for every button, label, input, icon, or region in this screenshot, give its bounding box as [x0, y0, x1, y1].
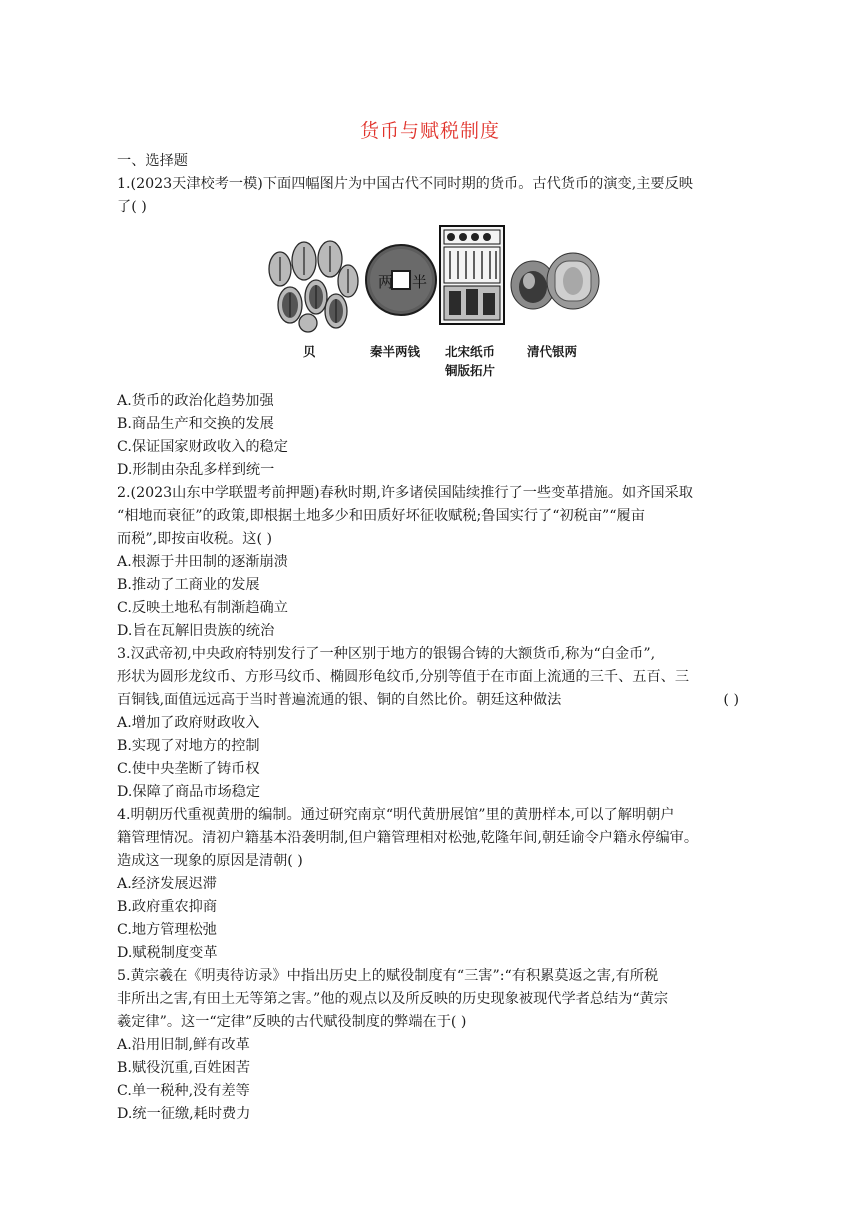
silver-ingot-image	[509, 247, 601, 315]
option-b: B.实现了对地方的控制	[117, 738, 260, 754]
question-stem-line: 形状为圆形龙纹币、方形马纹币、椭圆形龟纹币,分别等值于在市面上流通的三千、五百、三	[117, 669, 690, 685]
option-d: D.赋税制度变革	[117, 945, 218, 961]
figure-caption: 清代银两	[527, 344, 578, 359]
option-d: D.统一征缴,耗时费力	[117, 1106, 251, 1122]
ban-liang-coin-image	[364, 243, 438, 317]
option-a: A.根源于井田制的逐渐崩溃	[117, 554, 288, 570]
option-a: A.经济发展迟滞	[117, 876, 217, 892]
option-a: A.沿用旧制,鲜有改革	[117, 1037, 250, 1053]
question-stem-line: 而税”,即按亩收税。这( )	[117, 531, 273, 547]
option-c: C.反映土地私有制渐趋确立	[117, 600, 288, 616]
option-c: C.单一税种,没有差等	[117, 1083, 250, 1099]
question-content	[117, 150, 747, 1126]
option-d: D.旨在瓦解旧贵族的统治	[117, 623, 275, 639]
question-2	[117, 482, 747, 643]
figure-caption: 北宋纸币	[445, 344, 496, 359]
question-stem-line: 羲定律”。这一“定律”反映的古代赋役制度的弊端在于( )	[117, 1014, 467, 1030]
section-heading: 一、选择题	[117, 153, 188, 169]
currency-figure	[117, 223, 747, 388]
question-stem-line: 4.明朝历代重视黄册的编制。通过研究南京“明代黄册展馆”里的黄册样本,可以了解明朝户	[117, 807, 675, 823]
option-b: B.推动了工商业的发展	[117, 577, 260, 593]
cowrie-shells-image	[264, 237, 360, 333]
question-stem-line: 籍管理情况。清初户籍基本沿袭明制,但户籍管理相对松弛,乾隆年间,朝廷谕令户籍永停编审。	[117, 830, 699, 846]
coin-character: 两	[378, 273, 394, 291]
option-d: D.形制由杂乱多样到统一	[117, 462, 275, 478]
question-stem-line: 了( )	[117, 199, 147, 215]
answer-blank: ( )	[723, 692, 739, 708]
question-stem-line: 1.(2023天津校考一模)下面四幅图片为中国古代不同时期的货币。古代货币的演变,主要反映	[117, 176, 693, 192]
option-b: B.政府重农抑商	[117, 899, 218, 915]
question-stem-line: 2.(2023山东中学联盟考前押题)春秋时期,许多诸侯国陆续推行了一些变革措施。如齐国采取	[117, 485, 693, 501]
figure-caption: 铜版拓片	[445, 363, 496, 378]
paper-money-rubbing-image	[439, 225, 505, 325]
question-1	[117, 173, 747, 482]
figure-caption: 秦半两钱	[370, 344, 421, 359]
question-stem-line: 3.汉武帝初,中央政府特别发行了一种区别于地方的银锡合铸的大额货币,称为“白金币”,	[117, 646, 656, 662]
option-c: C.地方管理松弛	[117, 922, 217, 938]
option-c: C.使中央垄断了铸币权	[117, 761, 260, 777]
document-title: 货币与赋税制度	[359, 120, 500, 142]
question-stem-line: “相地而衰征”的政策,即根据土地多少和田质好坏征收赋税;鲁国实行了“初税亩”“履亩	[117, 508, 645, 524]
question-stem-line: 造成这一现象的原因是清朝( )	[117, 853, 303, 869]
option-b: B.赋役沉重,百姓困苦	[117, 1060, 250, 1076]
option-c: C.保证国家财政收入的稳定	[117, 439, 288, 455]
question-stem-text: 百铜钱,面值远远高于当时普遍流通的银、铜的自然比价。朝廷这种做法	[117, 692, 562, 708]
question-5	[117, 965, 747, 1126]
option-a: A.增加了政府财政收入	[117, 715, 260, 731]
question-stem-line: 非所出之害,有田土无等第之害。”他的观点以及所反映的历史现象被现代学者总结为“黄宗	[117, 991, 669, 1007]
question-3	[117, 643, 747, 804]
question-stem-line	[117, 689, 747, 712]
option-b: B.商品生产和交换的发展	[117, 416, 274, 432]
question-stem-line: 5.黄宗羲在《明夷待访录》中指出历史上的赋役制度有“三害”:“有积累莫返之害,有所税	[117, 968, 659, 984]
option-a: A.货币的政治化趋势加强	[117, 393, 274, 409]
option-d: D.保障了商品市场稳定	[117, 784, 261, 800]
coin-character: 半	[412, 273, 428, 291]
question-4	[117, 804, 747, 965]
figure-caption: 贝	[303, 344, 316, 359]
